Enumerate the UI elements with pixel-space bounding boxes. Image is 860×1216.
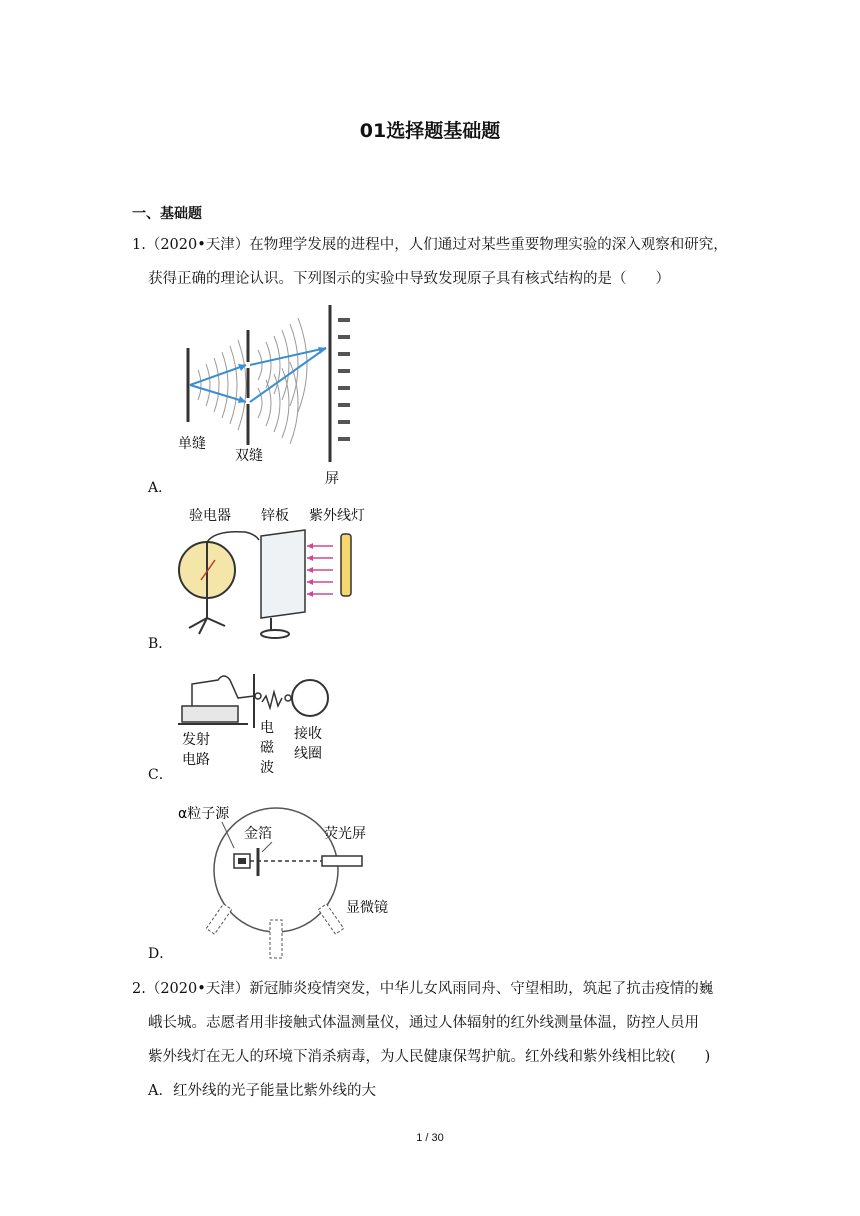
question-1-line-2: 获得正确的理论认识。下列图示的实验中导致发现原子具有核式结构的是（ ） [148, 271, 670, 287]
label-electroscope: 验电器 [189, 508, 231, 524]
figure-a-double-slit [170, 300, 360, 490]
question-1-line-1: 1.（2020•天津）在物理学发展的进程中，人们通过对某些重要物理实验的深入观察和研究， [132, 237, 728, 253]
label-wave-3: 波 [260, 760, 274, 776]
label-circuit-1: 发射 [182, 732, 210, 748]
label-double-slit: 双缝 [235, 448, 263, 464]
option-c-label: C． [148, 767, 173, 783]
question-2-line-1: 2.（2020•天津）新冠肺炎疫情突发，中华儿女风雨同舟、守望相助，筑起了抗击疫情的巍 [132, 981, 714, 997]
figure-b-photoelectric [175, 500, 375, 645]
label-screen: 屏 [325, 471, 339, 487]
option-a-label: A． [148, 480, 173, 496]
label-zinc-plate: 锌板 [261, 508, 289, 524]
page-number: 1 / 30 [416, 1132, 444, 1144]
question-2-line-2: 峨长城。志愿者用非接触式体温测量仪，通过人体辐射的红外线测量体温，防控人员用 [148, 1015, 699, 1031]
figure-d-rutherford [176, 800, 396, 970]
label-single-slit: 单缝 [178, 436, 206, 452]
label-microscope: 显微镜 [346, 900, 388, 916]
label-coil-2: 线圈 [294, 746, 322, 762]
label-gold-foil: 金箔 [244, 826, 272, 842]
figure-c-em-wave [178, 668, 348, 780]
label-wave-2: 磁 [260, 740, 274, 756]
label-fluorescent-screen: 荧光屏 [324, 826, 366, 842]
label-uv-lamp: 紫外线灯 [309, 508, 365, 524]
label-circuit-2: 电路 [182, 752, 210, 768]
section-heading: 一、基础题 [132, 206, 202, 222]
label-alpha-source: α粒子源 [178, 806, 230, 822]
option-d-label: D． [148, 946, 174, 962]
option-b-label: B． [148, 636, 173, 652]
question-2-line-3: 紫外线灯在无人的环境下消杀病毒，为人民健康保驾护航。红外线和紫外线相比较( ) [148, 1049, 711, 1065]
label-coil-1: 接收 [294, 726, 322, 742]
question-2-option-a: A．红外线的光子能量比紫外线的大 [148, 1083, 376, 1099]
label-wave-1: 电 [260, 720, 274, 736]
page-title: 01选择题基础题 [359, 120, 501, 142]
